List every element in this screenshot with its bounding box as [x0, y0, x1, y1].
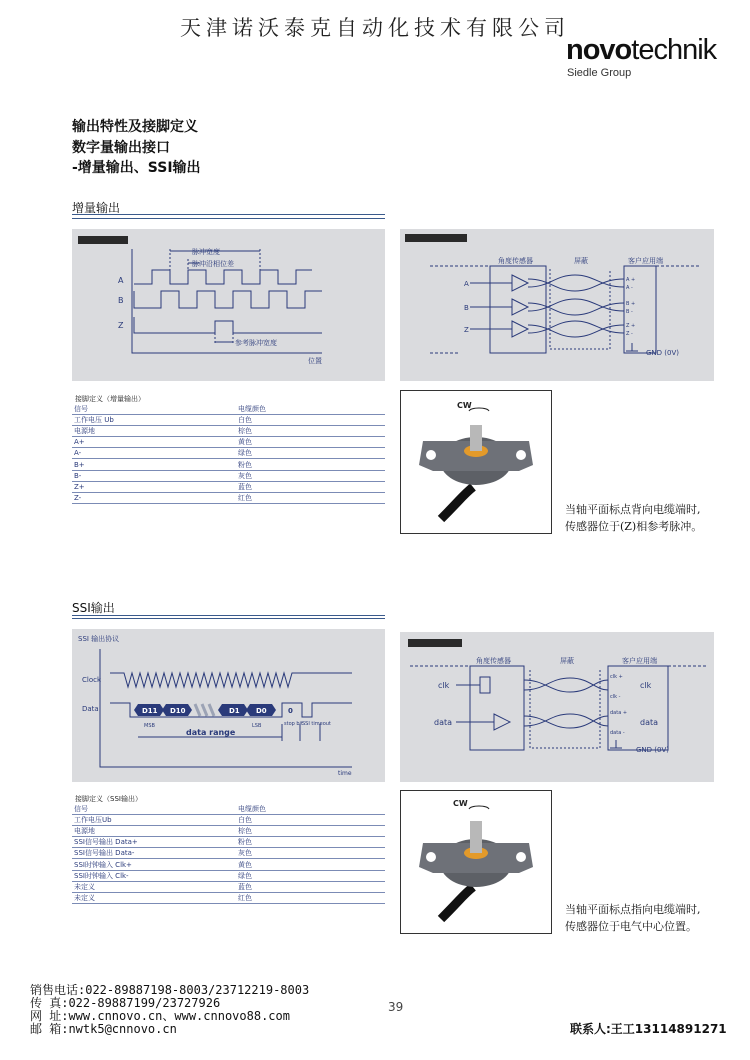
ssi-note	[565, 901, 701, 935]
ssi-data-plus: data +	[610, 710, 628, 716]
mount-hole-right	[516, 450, 526, 460]
sensor-photo-ssi	[400, 790, 552, 934]
data-pair	[524, 714, 608, 728]
mount-hole-left	[426, 450, 436, 460]
table-row	[72, 492, 385, 503]
cable-color-cell: 白色	[238, 815, 385, 826]
ground-symbol	[626, 343, 638, 351]
pin-table-caption-incremental: 接脚定义（增量输出）	[75, 395, 145, 403]
msb-label: MSB	[144, 723, 155, 729]
ssi-clk-plus: clk +	[610, 674, 623, 680]
logo-subtitle: Siedle Group	[567, 67, 632, 79]
cw-arrow-icon	[469, 408, 489, 411]
ssi-data-in: data	[434, 718, 453, 727]
table-row	[72, 481, 385, 492]
pulse-width-label: 脉冲宽度	[192, 248, 220, 256]
incremental-timing-panel	[72, 229, 385, 381]
wiring-out-a-minus: A -	[626, 285, 633, 291]
sensor-illustration	[401, 391, 551, 533]
position-label: 位置	[308, 357, 322, 365]
ssi-wiring-diagram	[400, 632, 714, 782]
signal-cell: 未定义	[72, 892, 238, 903]
section-title-ssi: SSI输出	[72, 599, 385, 619]
cable-color-cell: 蓝色	[238, 481, 385, 492]
stop-bit-label: stop bit	[284, 721, 303, 727]
wiring-out-z-minus: Z -	[626, 331, 633, 337]
company-name: 天津诺沃泰克自动化技术有限公司	[180, 16, 570, 40]
cable-color-cell: 红色	[238, 492, 385, 503]
wiring-out-b-plus: B +	[626, 301, 636, 307]
time-label: time	[338, 770, 352, 777]
ssi-sensor-box	[470, 666, 524, 750]
table-row	[72, 892, 385, 903]
signal-cell: B-	[72, 470, 238, 481]
ssi-wiring-panel	[400, 632, 714, 782]
sensor-shaft	[470, 821, 482, 853]
ssi-clk-minus: clk -	[610, 694, 621, 700]
table-row	[72, 881, 385, 892]
ssi-ground-symbol	[610, 740, 622, 748]
table-row	[72, 459, 385, 470]
heading-3: -增量输出、SSI输出	[72, 160, 201, 176]
section-divider	[72, 214, 385, 215]
cable-color-cell: 粉色	[238, 837, 385, 848]
signal-cell: 电源地	[72, 826, 238, 837]
wiring-customer-label: 客户应用端	[628, 257, 663, 265]
ssi-protocol-panel	[72, 629, 385, 782]
bit-d1: D1	[229, 707, 240, 715]
ssi-sensor-label: 角度传感器	[476, 657, 511, 665]
ssi-note-line-1: 当轴平面标点指向电缆端时,	[565, 903, 701, 916]
cable-color-cell: 电缆颜色	[238, 804, 385, 815]
signal-b-wave	[134, 291, 322, 308]
signal-cell: Z-	[72, 492, 238, 503]
signal-z-wave	[134, 317, 322, 333]
wiring-input-b: B	[464, 304, 469, 312]
page-number: 39	[388, 1000, 404, 1014]
signal-cell: SSI信号输出 Data-	[72, 848, 238, 859]
logo-light: technik	[631, 34, 717, 66]
incremental-wiring-panel	[400, 229, 714, 381]
clk-receiver	[480, 677, 490, 693]
ssi-shield-label: 屏蔽	[560, 657, 574, 665]
cable-color-cell: 粉色	[238, 459, 385, 470]
ssi-protocol-diagram	[72, 629, 385, 782]
sensor-box	[490, 266, 546, 353]
signal-cell: SSI时钟输入 Clk+	[72, 859, 238, 870]
footer-web: 网 址:www.cnnovo.cn、www.cnnovo88.com	[30, 1009, 290, 1023]
phase-offset-label: 脉冲沿相位差	[192, 260, 234, 268]
heading-1: 输出特性及接脚定义	[72, 119, 198, 135]
clk-pair	[524, 678, 608, 692]
data-range-label: data range	[186, 728, 236, 737]
wiring-input-a: A	[464, 280, 469, 288]
signal-cell: 未定义	[72, 881, 238, 892]
pin-table-caption-ssi: 接脚定义（SSI输出）	[75, 795, 142, 803]
bit-d10: D10	[170, 707, 186, 715]
table-header-row	[72, 804, 385, 815]
incremental-note-line-1: 当轴平面标点背向电缆端时,	[565, 503, 701, 516]
cable-color-cell: 灰色	[238, 848, 385, 859]
ssi-clk-out: clk	[640, 681, 652, 690]
ssi-protocol-title: SSI 输出协议	[78, 635, 120, 643]
incremental-timing-diagram	[72, 229, 385, 381]
table-row	[72, 848, 385, 859]
lsb-label: LSB	[252, 723, 262, 729]
ssi-data-minus: data -	[610, 730, 625, 736]
contact-person: 联系人:王工13114891271	[570, 1022, 727, 1036]
bits-ellipsis	[195, 704, 214, 716]
boundary-dashes	[430, 266, 700, 353]
footer-email: 邮 箱:nwtk5@cnnovo.cn	[30, 1022, 177, 1036]
cw-label: CW	[453, 799, 468, 808]
ref-pulse-label: 参考脉冲宽度	[235, 339, 277, 347]
incremental-note-line-2: 传感器位于(Z)相参考脉冲。	[565, 520, 703, 533]
ssi-gnd-label: GND (0V)	[636, 746, 669, 754]
wiring-sensor-label: 角度传感器	[498, 257, 533, 265]
ssi-input-lines	[456, 685, 494, 722]
sensor-shaft	[470, 425, 482, 451]
novotechnik-logo	[566, 34, 716, 67]
ssi-shield-outline	[530, 670, 600, 748]
logo-bold: novo	[566, 34, 632, 66]
table-row	[72, 470, 385, 481]
signal-cell: 工作电压 Ub	[72, 415, 238, 426]
ssi-clk-in: clk	[438, 681, 450, 690]
pin-table-ssi	[72, 804, 385, 904]
table-row	[72, 837, 385, 848]
table-row	[72, 415, 385, 426]
pin-table-incremental	[72, 404, 385, 504]
mount-hole-left	[426, 852, 436, 862]
table-row	[72, 426, 385, 437]
cable-color-cell: 白色	[238, 415, 385, 426]
cw-arrow-icon	[469, 806, 489, 809]
cable-color-cell: 绿色	[238, 870, 385, 881]
ssi-data-out: data	[640, 718, 659, 727]
cable-color-cell: 绿色	[238, 448, 385, 459]
section-divider	[72, 615, 385, 616]
footer-fax: 传 真:022-89887199/23727926	[30, 996, 221, 1010]
sensor-photo-incremental	[400, 390, 552, 534]
clock-wave	[110, 673, 352, 687]
wiring-shield-label: 屏蔽	[574, 257, 588, 265]
cable-color-cell: 蓝色	[238, 881, 385, 892]
channel-label-a: A	[118, 276, 124, 285]
sensor-cable	[441, 487, 473, 519]
signal-cell: 电源地	[72, 426, 238, 437]
cable-color-cell: 黄色	[238, 437, 385, 448]
heading-2: 数字量输出接口	[72, 140, 170, 156]
data-label: Data	[82, 705, 99, 713]
wiring-out-a-plus: A +	[626, 277, 636, 283]
table-row	[72, 826, 385, 837]
wiring-out-z-plus: Z +	[626, 323, 636, 329]
signal-cell: B+	[72, 459, 238, 470]
wiring-gnd-label: GND (0V)	[646, 349, 679, 357]
cable-color-cell: 棕色	[238, 426, 385, 437]
signal-cell: A-	[72, 448, 238, 459]
data-driver	[494, 714, 510, 730]
cable-color-cell: 电缆颜色	[238, 404, 385, 415]
mount-hole-right	[516, 852, 526, 862]
signal-cell: A+	[72, 437, 238, 448]
bit-zero: 0	[288, 707, 293, 715]
table-row	[72, 815, 385, 826]
signal-cell: 信号	[72, 804, 238, 815]
cable-color-cell: 灰色	[238, 470, 385, 481]
cable-color-cell: 棕色	[238, 826, 385, 837]
signal-cell: SSI时钟输入 Clk-	[72, 870, 238, 881]
input-lines	[470, 283, 512, 329]
signal-a-wave	[134, 270, 312, 284]
channel-label-z: Z	[118, 321, 124, 330]
signal-cell: 信号	[72, 404, 238, 415]
bit-d0: D0	[256, 707, 267, 715]
bit-d11: D11	[142, 707, 158, 715]
table-header-row	[72, 404, 385, 415]
wiring-input-z: Z	[464, 326, 469, 334]
incremental-note	[565, 501, 702, 535]
footer-contacts	[30, 984, 309, 1036]
sensor-illustration	[401, 791, 551, 933]
incremental-wiring-diagram	[400, 229, 714, 381]
section-title-incremental: 增量输出	[72, 199, 385, 219]
table-row	[72, 448, 385, 459]
clock-label: Clock	[82, 676, 102, 684]
sensor-cable	[441, 887, 473, 919]
wiring-out-b-minus: B -	[626, 309, 633, 315]
ssi-note-line-2: 传感器位于电气中心位置。	[565, 920, 697, 933]
signal-cell: SSI信号输出 Data+	[72, 837, 238, 848]
cable-color-cell: 红色	[238, 892, 385, 903]
cw-label: CW	[457, 401, 472, 410]
ssi-timeout-label: SSI timeout	[302, 721, 331, 727]
table-row	[72, 859, 385, 870]
signal-cell: 工作电压Ub	[72, 815, 238, 826]
channel-label-b: B	[118, 296, 124, 305]
footer-sales: 销售电话:022-89887198-8003/23712219-8003	[30, 983, 310, 997]
table-row	[72, 437, 385, 448]
line-drivers	[512, 275, 528, 337]
ssi-customer-label: 客户应用端	[622, 657, 657, 665]
table-row	[72, 870, 385, 881]
signal-cell: Z+	[72, 481, 238, 492]
cable-color-cell: 黄色	[238, 859, 385, 870]
